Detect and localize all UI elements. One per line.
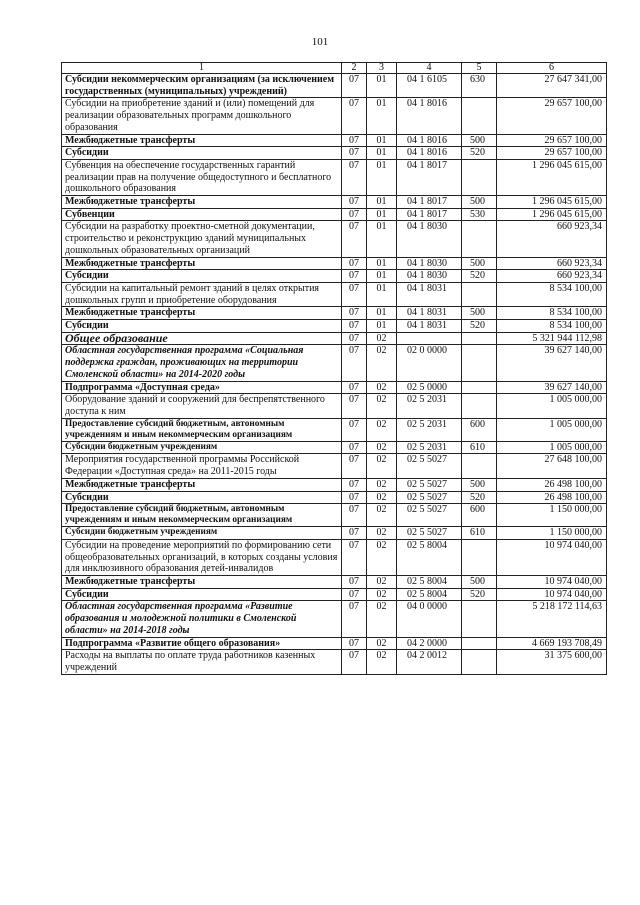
amount-cell: 4 669 193 708,49 [497, 637, 607, 650]
expense-type-cell: 520 [462, 147, 497, 160]
header-row [62, 63, 607, 74]
subsection-code-cell: 02 [367, 441, 397, 454]
subsection-code-cell: 02 [367, 394, 397, 418]
target-article-cell: 02 5 2031 [397, 418, 462, 441]
description-cell: Подпрограмма «Развитие общего образования» [62, 637, 342, 650]
description-cell: Субсидии бюджетным учреждениям [62, 441, 342, 454]
amount-cell: 39 627 140,00 [497, 345, 607, 381]
expense-type-cell [462, 601, 497, 637]
amount-cell: 27 647 341,00 [497, 74, 607, 98]
section-code-cell: 07 [342, 345, 367, 381]
section-code-cell: 07 [342, 282, 367, 306]
header-col-1: 1 [62, 63, 342, 74]
table-row [62, 147, 607, 160]
target-article-cell: 04 0 0000 [397, 601, 462, 637]
expense-type-cell: 500 [462, 576, 497, 589]
subsection-code-cell: 02 [367, 454, 397, 478]
expense-type-cell: 520 [462, 588, 497, 601]
target-article-cell: 04 1 8016 [397, 147, 462, 160]
amount-cell: 8 534 100,00 [497, 320, 607, 333]
expense-type-cell [462, 345, 497, 381]
description-cell: Межбюджетные трансферты [62, 478, 342, 491]
target-article-cell: 02 5 8004 [397, 539, 462, 575]
budget-table [61, 62, 607, 675]
table-row [62, 134, 607, 147]
target-article-cell: 04 2 0000 [397, 637, 462, 650]
amount-cell: 29 657 100,00 [497, 147, 607, 160]
amount-cell: 5 218 172 114,63 [497, 601, 607, 637]
table-row [62, 332, 607, 345]
section-code-cell: 07 [342, 637, 367, 650]
target-article-cell: 02 0 0000 [397, 345, 462, 381]
section-code-cell: 07 [342, 98, 367, 134]
section-code-cell: 07 [342, 504, 367, 527]
subsection-code-cell: 01 [367, 307, 397, 320]
table-header [62, 63, 607, 74]
description-cell: Субсидии на разработку проектно-сметной документации, строительство и реконструкцию зданий муниципальных дошкольных образовательных организаций [62, 221, 342, 257]
table-row [62, 491, 607, 504]
target-article-cell: 04 1 6105 [397, 74, 462, 98]
section-code-cell: 07 [342, 320, 367, 333]
section-code-cell: 07 [342, 208, 367, 221]
amount-cell: 5 321 944 112,98 [497, 332, 607, 345]
expense-type-cell: 500 [462, 134, 497, 147]
amount-cell: 10 974 040,00 [497, 576, 607, 589]
amount-cell: 660 923,34 [497, 257, 607, 270]
section-code-cell: 07 [342, 650, 367, 674]
description-cell: Межбюджетные трансферты [62, 576, 342, 589]
section-code-cell: 07 [342, 74, 367, 98]
target-article-cell: 02 5 5027 [397, 478, 462, 491]
expense-type-cell [462, 539, 497, 575]
target-article-cell: 04 1 8017 [397, 208, 462, 221]
subsection-code-cell: 01 [367, 196, 397, 209]
subsection-code-cell: 02 [367, 539, 397, 575]
section-code-cell: 07 [342, 221, 367, 257]
amount-cell: 1 005 000,00 [497, 394, 607, 418]
target-article-cell: 04 1 8017 [397, 159, 462, 195]
table-row [62, 601, 607, 637]
table-row [62, 637, 607, 650]
table-row [62, 418, 607, 441]
expense-type-cell [462, 282, 497, 306]
target-article-cell: 04 1 8030 [397, 257, 462, 270]
amount-cell: 1 150 000,00 [497, 504, 607, 527]
table-row [62, 381, 607, 394]
target-article-cell: 04 1 8030 [397, 270, 462, 283]
description-cell: Областная государственная программа «Социальная поддержка граждан, проживающих на территории Смоленской области» на 2014-2020 годы [62, 345, 342, 381]
table-row [62, 270, 607, 283]
header-col-6: 6 [497, 63, 607, 74]
subsection-code-cell: 02 [367, 345, 397, 381]
description-cell: Общее образование [62, 332, 342, 345]
subsection-code-cell: 02 [367, 332, 397, 345]
header-col-5: 5 [462, 63, 497, 74]
target-article-cell: 02 5 2031 [397, 441, 462, 454]
expense-type-cell: 610 [462, 441, 497, 454]
expense-type-cell [462, 221, 497, 257]
section-code-cell: 07 [342, 307, 367, 320]
subsection-code-cell: 02 [367, 491, 397, 504]
amount-cell: 1 005 000,00 [497, 418, 607, 441]
amount-cell: 8 534 100,00 [497, 282, 607, 306]
amount-cell: 39 627 140,00 [497, 381, 607, 394]
amount-cell: 1 296 045 615,00 [497, 208, 607, 221]
expense-type-cell: 600 [462, 504, 497, 527]
amount-cell: 29 657 100,00 [497, 134, 607, 147]
amount-cell: 31 375 600,00 [497, 650, 607, 674]
description-cell: Областная государственная программа «Развитие образования и молодежной политики в Смоленской области» на 2014-2018 годы [62, 601, 342, 637]
expense-type-cell [462, 394, 497, 418]
expense-type-cell [462, 637, 497, 650]
expense-type-cell: 520 [462, 491, 497, 504]
amount-cell: 660 923,34 [497, 221, 607, 257]
table-row [62, 159, 607, 195]
expense-type-cell: 630 [462, 74, 497, 98]
amount-cell: 26 498 100,00 [497, 478, 607, 491]
table-row [62, 345, 607, 381]
section-code-cell: 07 [342, 196, 367, 209]
subsection-code-cell: 01 [367, 320, 397, 333]
table-row [62, 576, 607, 589]
expense-type-cell: 610 [462, 527, 497, 540]
expense-type-cell [462, 650, 497, 674]
description-cell: Мероприятия государственной программы Российской Федерации «Доступная среда» на 2011-2015 годы [62, 454, 342, 478]
section-code-cell: 07 [342, 270, 367, 283]
subsection-code-cell: 01 [367, 98, 397, 134]
section-code-cell: 07 [342, 394, 367, 418]
subsection-code-cell: 02 [367, 601, 397, 637]
target-article-cell: 04 1 8016 [397, 98, 462, 134]
expense-type-cell [462, 98, 497, 134]
description-cell: Субсидии на проведение мероприятий по формированию сети общеобразовательных организаций, в которых созданы условия для инклюзивного образования детей-инвалидов [62, 539, 342, 575]
table-row [62, 208, 607, 221]
expense-type-cell: 530 [462, 208, 497, 221]
section-code-cell: 07 [342, 527, 367, 540]
subsection-code-cell: 02 [367, 478, 397, 491]
amount-cell: 8 534 100,00 [497, 307, 607, 320]
table-row [62, 441, 607, 454]
amount-cell: 1 005 000,00 [497, 441, 607, 454]
subsection-code-cell: 01 [367, 159, 397, 195]
expense-type-cell [462, 159, 497, 195]
target-article-cell: 02 5 5027 [397, 491, 462, 504]
section-code-cell: 07 [342, 381, 367, 394]
section-code-cell: 07 [342, 601, 367, 637]
expense-type-cell [462, 332, 497, 345]
table-row [62, 320, 607, 333]
table-row [62, 454, 607, 478]
subsection-code-cell: 02 [367, 418, 397, 441]
subsection-code-cell: 02 [367, 637, 397, 650]
header-col-3: 3 [367, 63, 397, 74]
expense-type-cell: 500 [462, 257, 497, 270]
target-article-cell: 02 5 5027 [397, 504, 462, 527]
table-body [62, 74, 607, 675]
section-code-cell: 07 [342, 588, 367, 601]
header-col-2: 2 [342, 63, 367, 74]
target-article-cell: 04 1 8031 [397, 320, 462, 333]
target-article-cell: 04 2 0012 [397, 650, 462, 674]
expense-type-cell: 500 [462, 478, 497, 491]
section-code-cell: 07 [342, 576, 367, 589]
header-col-4: 4 [397, 63, 462, 74]
subsection-code-cell: 01 [367, 282, 397, 306]
table-row [62, 588, 607, 601]
amount-cell: 1 296 045 615,00 [497, 196, 607, 209]
subsection-code-cell: 01 [367, 270, 397, 283]
description-cell: Межбюджетные трансферты [62, 196, 342, 209]
description-cell: Субсидии [62, 491, 342, 504]
description-cell: Субвенция на обеспечение государственных гарантий реализации прав на получение общедоступного и бесплатного дошкольного образования [62, 159, 342, 195]
description-cell: Субсидии [62, 320, 342, 333]
expense-type-cell [462, 381, 497, 394]
expense-type-cell: 520 [462, 270, 497, 283]
section-code-cell: 07 [342, 332, 367, 345]
subsection-code-cell: 01 [367, 208, 397, 221]
target-article-cell: 04 1 8031 [397, 282, 462, 306]
table-row [62, 307, 607, 320]
amount-cell: 660 923,34 [497, 270, 607, 283]
target-article-cell: 02 5 8004 [397, 588, 462, 601]
target-article-cell: 02 5 5027 [397, 527, 462, 540]
section-code-cell: 07 [342, 147, 367, 160]
section-code-cell: 07 [342, 257, 367, 270]
page-number: 101 [311, 36, 329, 48]
description-cell: Межбюджетные трансферты [62, 257, 342, 270]
amount-cell: 26 498 100,00 [497, 491, 607, 504]
section-code-cell: 07 [342, 134, 367, 147]
description-cell: Межбюджетные трансферты [62, 307, 342, 320]
description-cell: Субсидии на приобретение зданий и (или) помещений для реализации образовательных программ дошкольного образования [62, 98, 342, 134]
table-row [62, 98, 607, 134]
table-row [62, 282, 607, 306]
description-cell: Субсидии [62, 147, 342, 160]
table-row [62, 196, 607, 209]
subsection-code-cell: 01 [367, 221, 397, 257]
subsection-code-cell: 02 [367, 527, 397, 540]
target-article-cell: 02 5 8004 [397, 576, 462, 589]
section-code-cell: 07 [342, 491, 367, 504]
description-cell: Расходы на выплаты по оплате труда работников казенных учреждений [62, 650, 342, 674]
target-article-cell: 02 5 2031 [397, 394, 462, 418]
amount-cell: 27 648 100,00 [497, 454, 607, 478]
expense-type-cell: 600 [462, 418, 497, 441]
description-cell: Предоставление субсидий бюджетным, автономным учреждениям и иным некоммерческим организациям [62, 504, 342, 527]
description-cell: Оборудование зданий и сооружений для беспрепятственного доступа к ним [62, 394, 342, 418]
table-row [62, 257, 607, 270]
description-cell: Предоставление субсидий бюджетным, автономным учреждениям и иным некоммерческим организациям [62, 418, 342, 441]
subsection-code-cell: 02 [367, 381, 397, 394]
section-code-cell: 07 [342, 454, 367, 478]
target-article-cell: 04 1 8031 [397, 307, 462, 320]
subsection-code-cell: 01 [367, 147, 397, 160]
description-cell: Субсидии на капитальный ремонт зданий в целях открытия дошкольных групп и приобретение оборудования [62, 282, 342, 306]
table-row [62, 74, 607, 98]
description-cell: Субсидии некоммерческим организациям (за исключением государственных (муниципальных) учреждений) [62, 74, 342, 98]
target-article-cell: 02 5 5027 [397, 454, 462, 478]
subsection-code-cell: 01 [367, 134, 397, 147]
section-code-cell: 07 [342, 478, 367, 491]
expense-type-cell: 500 [462, 307, 497, 320]
description-cell: Субсидии [62, 588, 342, 601]
description-cell: Субвенции [62, 208, 342, 221]
description-cell: Межбюджетные трансферты [62, 134, 342, 147]
amount-cell: 1 296 045 615,00 [497, 159, 607, 195]
table-row [62, 221, 607, 257]
expense-type-cell: 520 [462, 320, 497, 333]
target-article-cell: 04 1 8030 [397, 221, 462, 257]
amount-cell: 1 150 000,00 [497, 527, 607, 540]
subsection-code-cell: 02 [367, 504, 397, 527]
amount-cell: 29 657 100,00 [497, 98, 607, 134]
target-article-cell: 04 1 8017 [397, 196, 462, 209]
description-cell: Субсидии бюджетным учреждениям [62, 527, 342, 540]
amount-cell: 10 974 040,00 [497, 539, 607, 575]
table-row [62, 539, 607, 575]
table-row [62, 394, 607, 418]
subsection-code-cell: 02 [367, 588, 397, 601]
table-row [62, 527, 607, 540]
target-article-cell: 04 1 8016 [397, 134, 462, 147]
section-code-cell: 07 [342, 418, 367, 441]
table-row [62, 504, 607, 527]
section-code-cell: 07 [342, 159, 367, 195]
table-row [62, 650, 607, 674]
target-article-cell: 02 5 0000 [397, 381, 462, 394]
target-article-cell [397, 332, 462, 345]
subsection-code-cell: 01 [367, 74, 397, 98]
expense-type-cell [462, 454, 497, 478]
description-cell: Подпрограмма «Доступная среда» [62, 381, 342, 394]
section-code-cell: 07 [342, 539, 367, 575]
table-row [62, 478, 607, 491]
description-cell: Субсидии [62, 270, 342, 283]
subsection-code-cell: 02 [367, 576, 397, 589]
subsection-code-cell: 02 [367, 650, 397, 674]
section-code-cell: 07 [342, 441, 367, 454]
subsection-code-cell: 01 [367, 257, 397, 270]
expense-type-cell: 500 [462, 196, 497, 209]
amount-cell: 10 974 040,00 [497, 588, 607, 601]
